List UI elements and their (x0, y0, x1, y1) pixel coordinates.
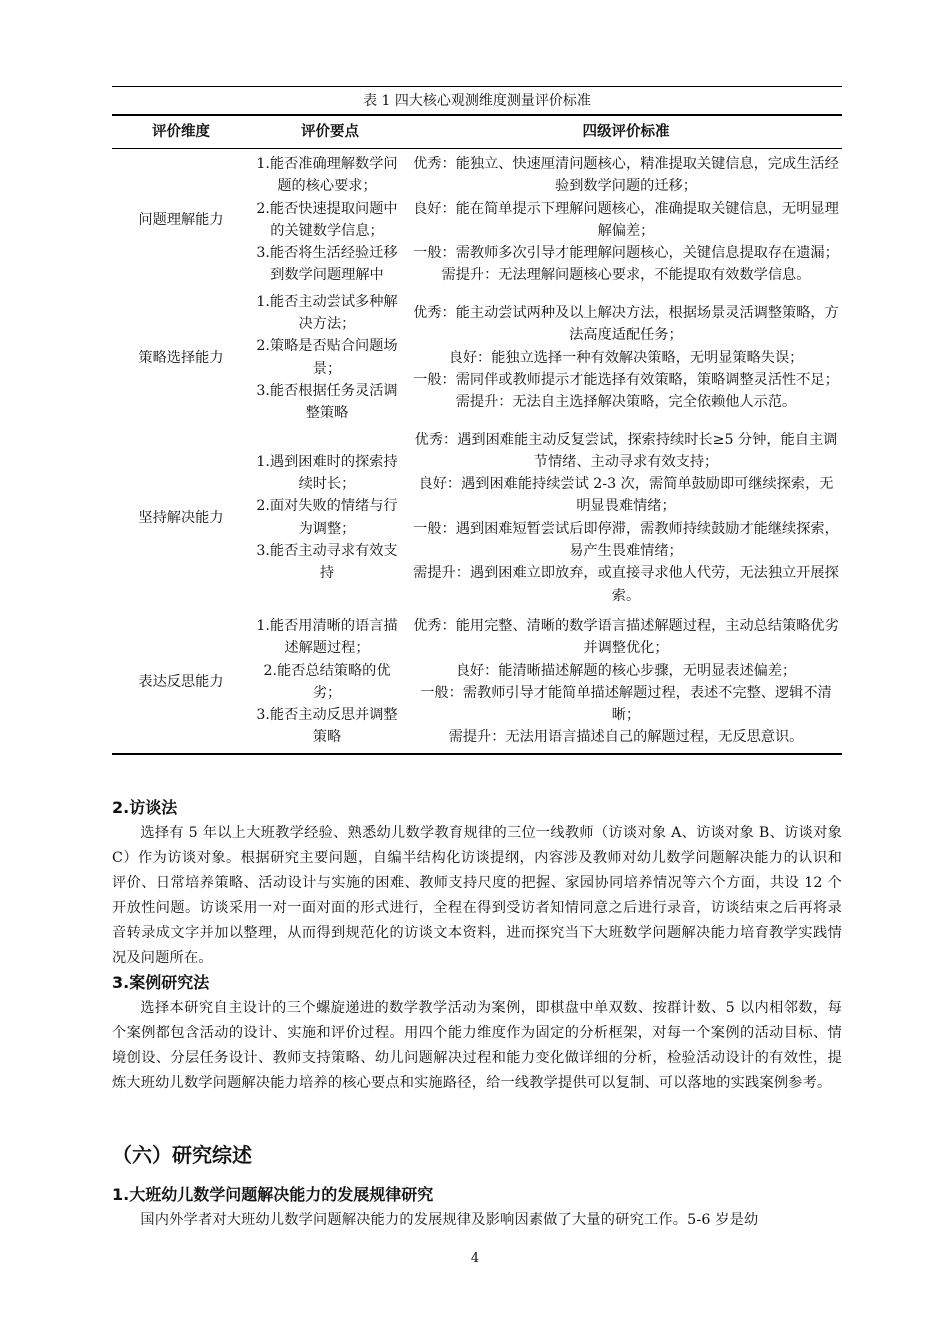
standard-item: 良好：能清晰描述解题的核心步骤，无明显表述偏差； (455, 662, 797, 679)
subsection-heading-review: 1.大班幼儿数学问题解决能力的发展规律研究 (112, 1185, 434, 1204)
points-cell (250, 149, 410, 291)
point-item: 3.能否根据任务灵活调整策略 (256, 382, 398, 422)
standard-item: 优秀：能用完整、清晰的数学语言描述解题过程，主动总结策略优劣并调整优化； (413, 617, 839, 657)
point-item: 2.能否快速提取问题中的关键数学信息； (256, 200, 398, 239)
header-standards: 四级评价标准 (410, 115, 842, 149)
point-item: 1.遇到困难时的探索持续时长； (256, 453, 398, 493)
points-cell (250, 611, 410, 754)
standard-item: 优秀：能主动尝试两种及以上解决方法，根据场景灵活调整策略，方法高度适配任务； (413, 304, 839, 344)
section-heading-interview: 2.访谈法 (112, 798, 178, 817)
standard-item: 需提升：无法用语言描述自己的解题过程，无反思意识。 (448, 729, 804, 746)
standards-cell (410, 291, 842, 425)
point-item: 2.面对失败的情绪与行为调整； (256, 498, 398, 537)
standard-item: 需提升：无法自主选择解决策略，完全依赖他人示范。 (455, 394, 797, 411)
standard-item: 优秀：遇到困难能主动反复尝试，探索持续时长≥5 分钟，能自主调节情绪、主动寻求有效支持； (414, 431, 838, 470)
standard-item: 一般：需教师多次引导才能理解问题核心，关键信息提取存在遗漏； (413, 245, 839, 262)
header-dimension: 评价维度 (112, 115, 250, 149)
standards-cell (410, 425, 842, 611)
point-item: 1.能否用清晰的语言描述解题过程； (256, 617, 398, 657)
points-cell (250, 291, 410, 425)
table-row (112, 611, 842, 754)
table-row (112, 291, 842, 425)
table-caption: 表 1 四大核心观测维度测量评价标准 (363, 93, 591, 109)
dimension-cell: 坚持解决能力 (138, 509, 224, 526)
paragraph-review: 国内外学者对大班幼儿数学问题解决能力的发展规律及影响因素做了大量的研究工作。5-6 岁是幼 (140, 1212, 759, 1228)
section-heading-case: 3.案例研究法 (112, 973, 210, 992)
standard-item: 一般：需教师引导才能简单描述解题过程，表述不完整、逻辑不清晰； (420, 684, 832, 724)
standard-item: 一般：需同伴或教师提示才能选择有效策略，策略调整灵活性不足； (413, 371, 839, 388)
point-item: 2.策略是否贴合问题场景； (256, 338, 398, 377)
table-header-row (112, 115, 842, 149)
point-item: 3.能否将生活经验迁移到数学问题理解中 (256, 245, 398, 284)
standard-item: 一般：遇到困难短暂尝试后即停滞，需教师持续鼓励才能继续探索，易产生畏难情绪； (413, 520, 839, 560)
standard-item: 良好：能独立选择一种有效解决策略，无明显策略失误； (448, 349, 804, 366)
evaluation-table (112, 114, 842, 755)
points-cell (250, 425, 410, 611)
standards-cell (410, 611, 842, 754)
standard-item: 需提升：遇到困难立即放弃，或直接寻求他人代劳，无法独立开展探索。 (413, 565, 839, 604)
table-row (112, 149, 842, 291)
section-heading-review: （六）研究综述 (112, 1143, 252, 1167)
point-item: 2.能否总结策略的优劣； (263, 662, 391, 701)
point-item: 1.能否准确理解数学问题的核心要求； (256, 156, 398, 195)
top-rule (112, 86, 842, 87)
table-row (112, 425, 842, 611)
dimension-cell: 策略选择能力 (138, 349, 224, 366)
dimension-cell: 表达反思能力 (112, 611, 250, 754)
paragraph-interview: 选择有 5 年以上大班教学经验、熟悉幼儿数学教育规律的三位一线教师（访谈对象 A、访谈对象 B、访谈对象 C）作为访谈对象。根据研究主要问题，自编半结构化访谈提纲，内容涉及教师对幼儿数学问题解决能力的认识和评价、日常培养策略、活动设计与实施的困难、教师支持尺度的把握、家园协同培养情况等六个方面，共设 12 个开放性问题。访谈采用一对一面对面的形式进行，全程在得到受访者知情同意之后进行录音，访谈结束之后再将录音转录成文字并加以整理，从而得到规范化的访谈文本资料，进而探究当下大班数学问题解决能力培育教学实践情况及问题所在。 (112, 825, 842, 966)
point-item: 1.能否主动尝试多种解决方法； (256, 293, 398, 333)
point-item: 3.能否主动反思并调整策略 (256, 707, 398, 746)
paragraph-case: 选择本研究自主设计的三个螺旋递进的数学教学活动为案例，即棋盘中单双数、按群计数、5 以内相邻数，每个案例都包含活动的设计、实施和评价过程。用四个能力维度作为固定的分析框架，对每一个案例的活动目标、情境创设、分层任务设计、教师支持策略、幼儿问题解决过程和能力变化做详细的分析，检验活动设计的有效性，提炼大班幼儿数学问题解决能力培养的核心要点和实施路径，给一线教学提供可以复制、可以落地的实践案例参考。 (112, 1000, 842, 1091)
standard-item: 优秀：能独立、快速厘清问题核心，精准提取关键信息，完成生活经验到数学问题的迁移； (413, 156, 839, 195)
header-points: 评价要点 (250, 115, 410, 149)
standards-cell (410, 149, 842, 291)
page-number: 4 (470, 1251, 480, 1266)
point-item: 3.能否主动寻求有效支持 (256, 543, 398, 582)
dimension-cell: 问题理解能力 (138, 211, 224, 228)
standard-item: 良好：遇到困难能持续尝试 2-3 次，需简单鼓励即可继续探索，无明显畏难情绪； (418, 476, 834, 515)
standard-item: 良好：能在简单提示下理解问题核心，准确提取关键信息，无明显理解偏差； (413, 200, 839, 239)
standard-item: 需提升：无法理解问题核心要求，不能提取有效数学信息。 (441, 267, 811, 284)
